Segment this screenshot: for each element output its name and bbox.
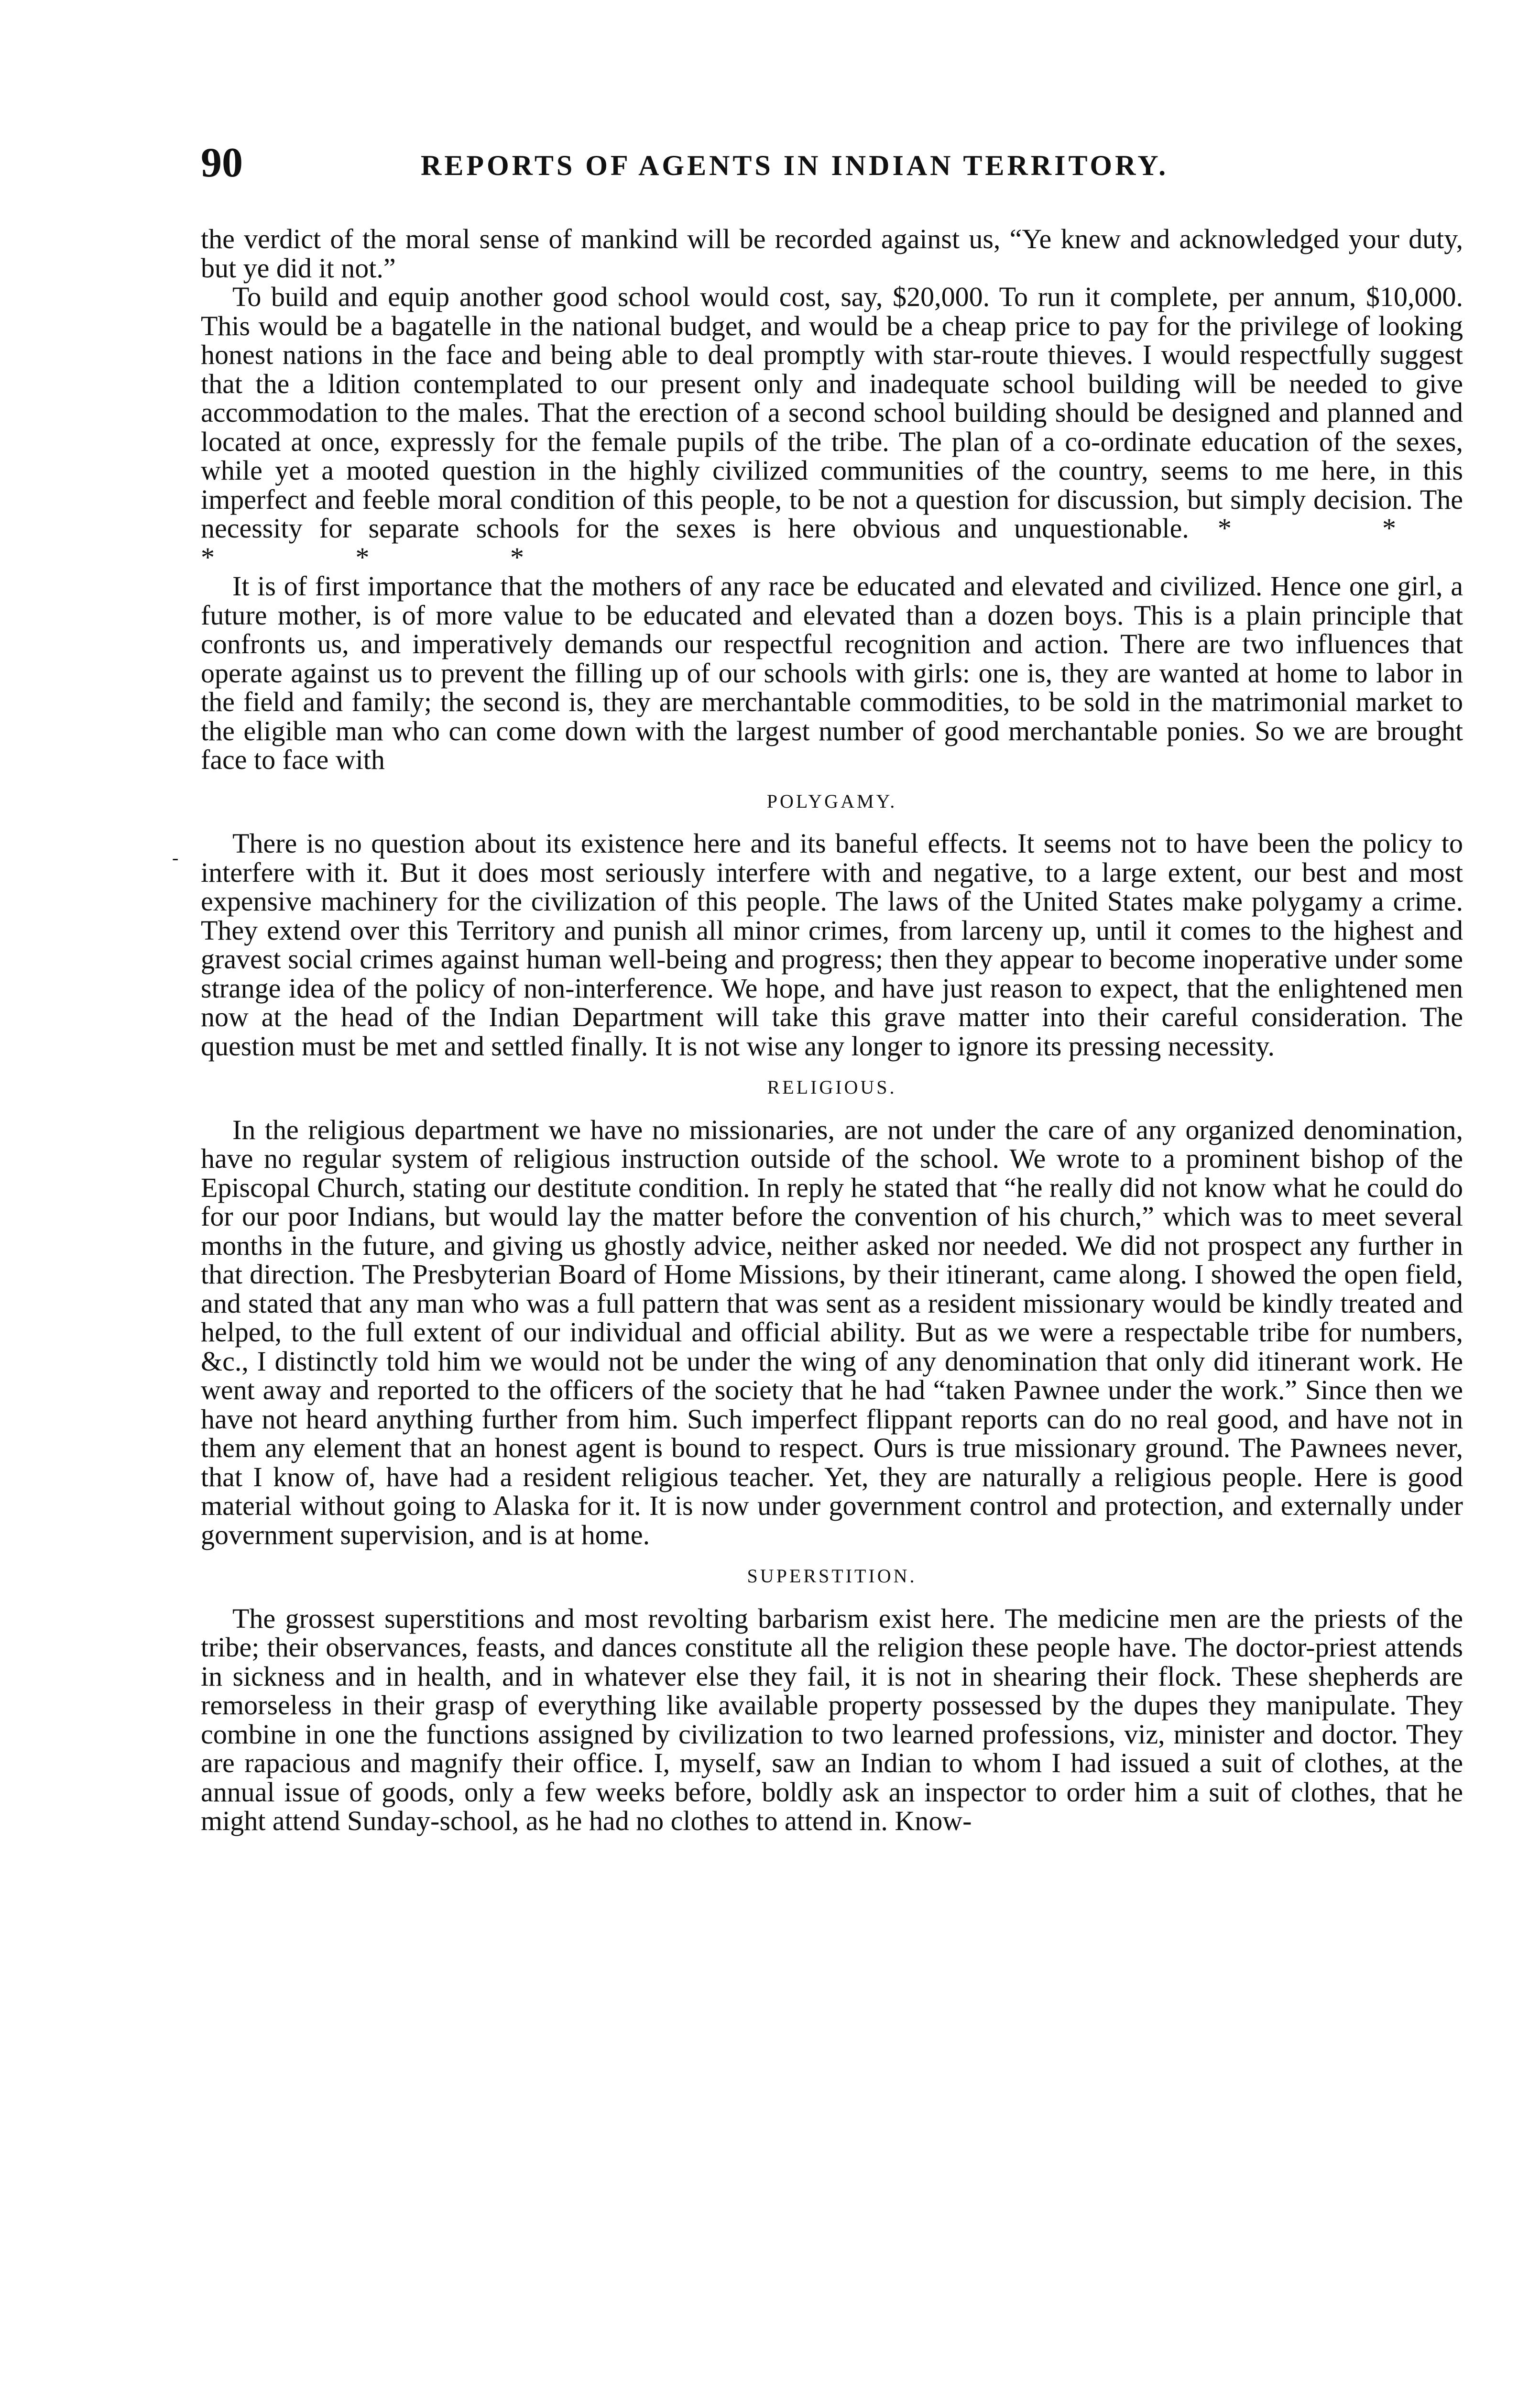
running-head: REPORTS OF AGENTS IN INDIAN TERRITORY. [421,150,1169,181]
paragraph-continued: the verdict of the moral sense of mankind will be recorded against us, “Ye knew and acknowledged your duty, but ye did it not.” [201,223,1463,284]
body-text [201,225,1463,1836]
page-header [201,139,1463,191]
margin-mark: - [172,847,179,868]
section-heading-superstition: SUPERSTITION. [747,1565,917,1587]
ellipsis-stars: * * * * * [201,513,1463,573]
paragraph-religious: In the religious department we have no missionaries, are not under the care of any organized denomination, have no regular system of religious instruction outside of the school. We wrote to a prominent bishop of the Episcopal Church, stating our destitute condition. In reply he stated that “he really did not know what he could do for our poor Indians, but would lay the matter before the convention of his church,” which was to meet several months in the future, and giving us ghostly advice, neither asked nor needed. We did not prospect any further in that direction. The Presbyterian Board of Home Missions, by their itinerant, came along. I showed the open field, and stated that any man who was a full pattern that was sent as a resident missionary would be kindly treated and helped, to the full extent of our individual and official ability. But as we were a respectable tribe for numbers, &c., I distinctly told him we would not be under the wing of any denomination that only did itinerant work. He went away and reported to the officers of the society that he had “taken Pawnee under the work.” Since then we have not heard anything further from him. Such imperfect flippant reports can do no real good, and have not in them any element that an honest agent is bound to respect. Ours is true missionary ground. The Pawnees never, that I know of, have had a resident religious teacher. Yet, they are naturally a religious people. Here is good material without going to Alaska for it. It is now under government control and protection, and externally under government supervision, and is at home. [201,1114,1463,1550]
paragraph-superstition: The grossest superstitions and most revolting barbarism exist here. The medicine men are the priests of the tribe; their observances, feasts, and dances constitute all the religion these people have. The doctor-priest attends in sickness and in health, and in whatever else they fail, it is not in shearing their flock. These shepherds are remorseless in their grasp of everything like available property possessed by the dupes they manipulate. They combine in one the functions assigned by civilization to two learned professions, viz, minister and doctor. They are rapacious and magnify their office. I, myself, saw an Indian to whom I had issued a suit of clothes, at the annual issue of goods, only a few weeks before, boldly ask an inspector to order him a suit of clothes, that he might attend Sunday-school, as he had no clothes to attend in. Know- [201,1602,1463,1836]
page-number: 90 [201,140,243,186]
paragraph-polygamy: There is no question about its existence here and its baneful effects. It seems not to have been the policy to interfere with it. But it does most seriously interfere with and negative, to a large extent, our best and most expensive machinery for the civilization of this people. The laws of the United States make polygamy a crime. They extend over this Territory and punish all minor crimes, from larceny up, until it comes to the highest and gravest social crimes against human well-being and progress; then they appear to become inoperative under some strange idea of the policy of non-interference. We hope, and have just reason to expect, that the enlightened men now at the head of the Indian Department will take this grave matter into their careful consideration. The question must be met and settled finally. It is not wise any longer to ignore its pressing necessity. [201,828,1463,1062]
paragraph-school-cost-text: To build and equip another good school would cost, say, $20,000. To run it complete, per annum, $10,000. This would be a bagatelle in the national budget, and would be a cheap price to pay for the privilege of looking honest nations in the face and being able to deal promptly with star-route thieves. I would respectfully suggest that the a ldition contemplated to our present only and inadequate school building will be needed to give accommodation to the males. That the erection of a second school building should be designed and planned and located at once, expressly for the female pupils of the tribe. The plan of a co-ordinate education of the sexes, while yet a mooted question in the highly civilized communities of the country, seems to me here, in this imperfect and feeble moral condition of this people, to be not a question for discussion, but simply decision. The necessity for separate schools for the sexes is here obvious and unquestionable. [201,281,1463,544]
section-heading-polygamy: POLYGAMY. [766,790,897,812]
paragraph-mothers: It is of first importance that the mothers of any race be educated and elevated and civilized. Hence one girl, a future mother, is of more value to be educated and elevated than a dozen boys. This is a plain principle that confronts us, and imperatively demands our respectful recognition and action. There are two influences that operate against us to prevent the filling up of our schools with girls: one is, they are wanted at home to labor in the field and family; the second is, they are merchantable commodities, to be sold in the matrimonial market to the eligible man who can come down with the largest number of good merchantable ponies. So we are brought face to face with [201,570,1463,775]
section-heading-religious: RELIGIOUS. [767,1076,897,1098]
paragraph-school-cost [201,283,1463,572]
